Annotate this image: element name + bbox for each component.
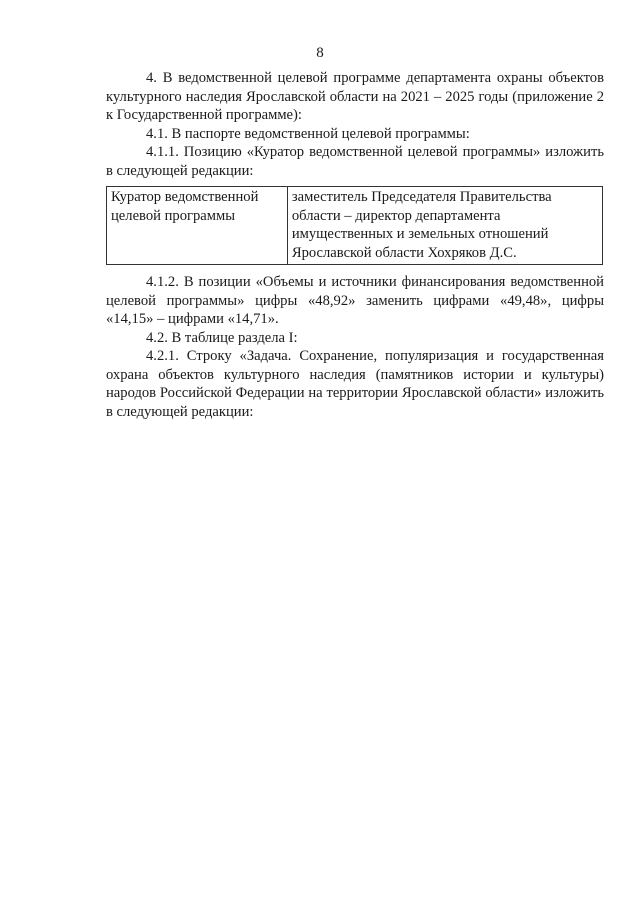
paragraph-item-4-1-1: 4.1.1. Позицию «Куратор ведомственной целевой программы» изложить в следующей редакции: <box>106 144 604 179</box>
paragraph-item-4-2-1: 4.2.1. Строку «Задача. Сохранение, популяризация и государственная охрана объектов культурного наследия (памятников истории и культуры) народов Российской Федерации на территории Ярославской области» изложить в следующей редакции: <box>106 348 604 420</box>
paragraph-item-4-2: 4.2. В таблице раздела I: <box>146 329 298 346</box>
curator-table <box>106 186 603 265</box>
curator-label-cell: Куратор ведомственной целевой программы <box>107 187 288 265</box>
page-number: 8 <box>316 45 324 61</box>
curator-value-cell: заместитель Председателя Правительства области – директор департамента имущественных и земельных отношений Ярославской области Хохряков Д.С. <box>287 187 602 265</box>
paragraph-item-4-1-2: 4.1.2. В позиции «Объемы и источники финансирования ведомственной целевой программы» цифры «48,92» заменить цифрами «49,48», цифры «14,15» – цифрами «14,71». <box>106 274 604 327</box>
table-row <box>107 187 603 265</box>
amendment-text-top <box>106 69 604 180</box>
amendment-text-bottom <box>106 273 604 421</box>
paragraph-item-4-1: 4.1. В паспорте ведомственной целевой программы: <box>146 125 470 142</box>
paragraph-item-4: 4. В ведомственной целевой программе департамента охраны объектов культурного наследия Ярославской области на 2021 – 2025 годы (приложение 2 к Государственной программе): <box>106 70 604 123</box>
